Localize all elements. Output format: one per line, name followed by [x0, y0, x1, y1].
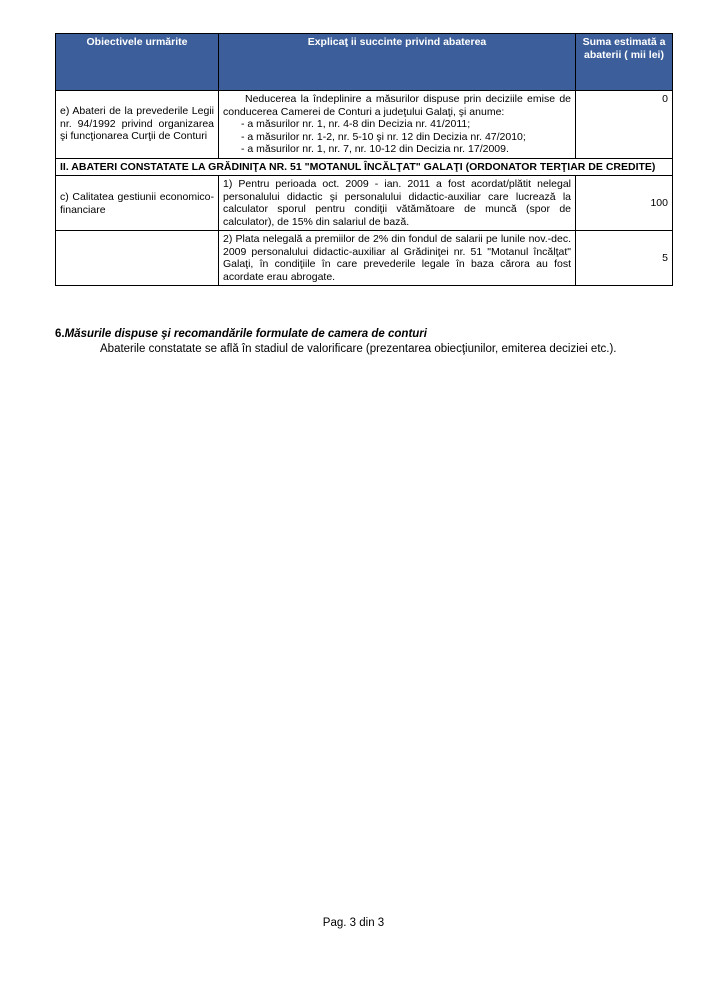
row3-amount: 5: [576, 231, 673, 286]
row2-explanation: 1) Pentru perioada oct. 2009 - ian. 2011 a fost acordat/plătit nelegal personalului didactic şi personalului didactic-auxiliar care lucrează la calculator sporul pentru condiţii vătămătoare de muncă (spor de calculator), de 15% din salariul de bază.: [219, 176, 576, 231]
section-heading-row: [56, 158, 673, 176]
row2-amount: 100: [576, 176, 673, 231]
section-6-title: [55, 327, 667, 341]
row1-item-1: - a măsurilor nr. 1, nr. 4-8 din Decizia nr. 41/2011;: [241, 118, 471, 130]
table-row: [56, 231, 673, 286]
table-row: [56, 91, 673, 159]
section-6-number: 6.: [55, 328, 65, 340]
row1-item-3: - a măsurilor nr. 1, nr. 7, nr. 10-12 din Decizia nr. 17/2009.: [241, 143, 509, 155]
section-6-body: Abaterile constatate se află în stadiul de valorificare (prezentarea obiecţiunilor, emiterea deciziei etc.).: [100, 343, 617, 355]
row1-explanation-intro: Neducerea la îndeplinire a măsurilor dispuse prin deciziile emise de conducerea Camerei de Conturi a judeţului Galaţi, şi anume:: [223, 93, 571, 118]
row1-amount: 0: [576, 91, 673, 159]
section-6: [55, 327, 667, 356]
row3-explanation: 2) Plata nelegală a premiilor de 2% din fondul de salarii pe lunile nov.-dec. 2009 personalului didactic-auxiliar al Grădiniţei nr. 51 "Motanul încălţat" Galaţi, în condiţiile în care prevederile legale în baza cărora au fost acordate erau abrogate.: [219, 231, 576, 286]
header-explanations: Explicaţ ii succinte privind abaterea: [219, 34, 576, 91]
row1-item-2: - a măsurilor nr. 1-2, nr. 5-10 şi nr. 12 din Decizia nr. 47/2010;: [241, 130, 526, 143]
section-heading: II. ABATERI CONSTATATE LA GRĂDINIŢA NR. 51 "MOTANUL ÎNCĂLŢAT" GALAŢI (ORDONATOR TERŢIAR DE CREDITE): [56, 158, 673, 176]
row3-objective: [56, 231, 219, 286]
table-header-row: [56, 34, 673, 91]
section-6-title-text: Măsurile dispuse şi recomandările formulate de camera de conturi: [64, 328, 427, 340]
page-footer: Pag. 3 din 3: [322, 917, 385, 929]
row1-objective: e) Abateri de la prevederile Legii nr. 94/1992 privind organizarea şi funcţionarea Curţii de Conturi: [56, 91, 219, 159]
row1-explanation: [219, 91, 576, 159]
header-objectives: Obiectivele urmărite: [56, 34, 219, 91]
row2-objective: c) Calitatea gestiunii economico-financiare: [56, 176, 219, 231]
deviations-table: [55, 33, 673, 286]
header-amount: Suma estimată a abaterii ( mii lei): [576, 34, 673, 91]
table-row: [56, 176, 673, 231]
